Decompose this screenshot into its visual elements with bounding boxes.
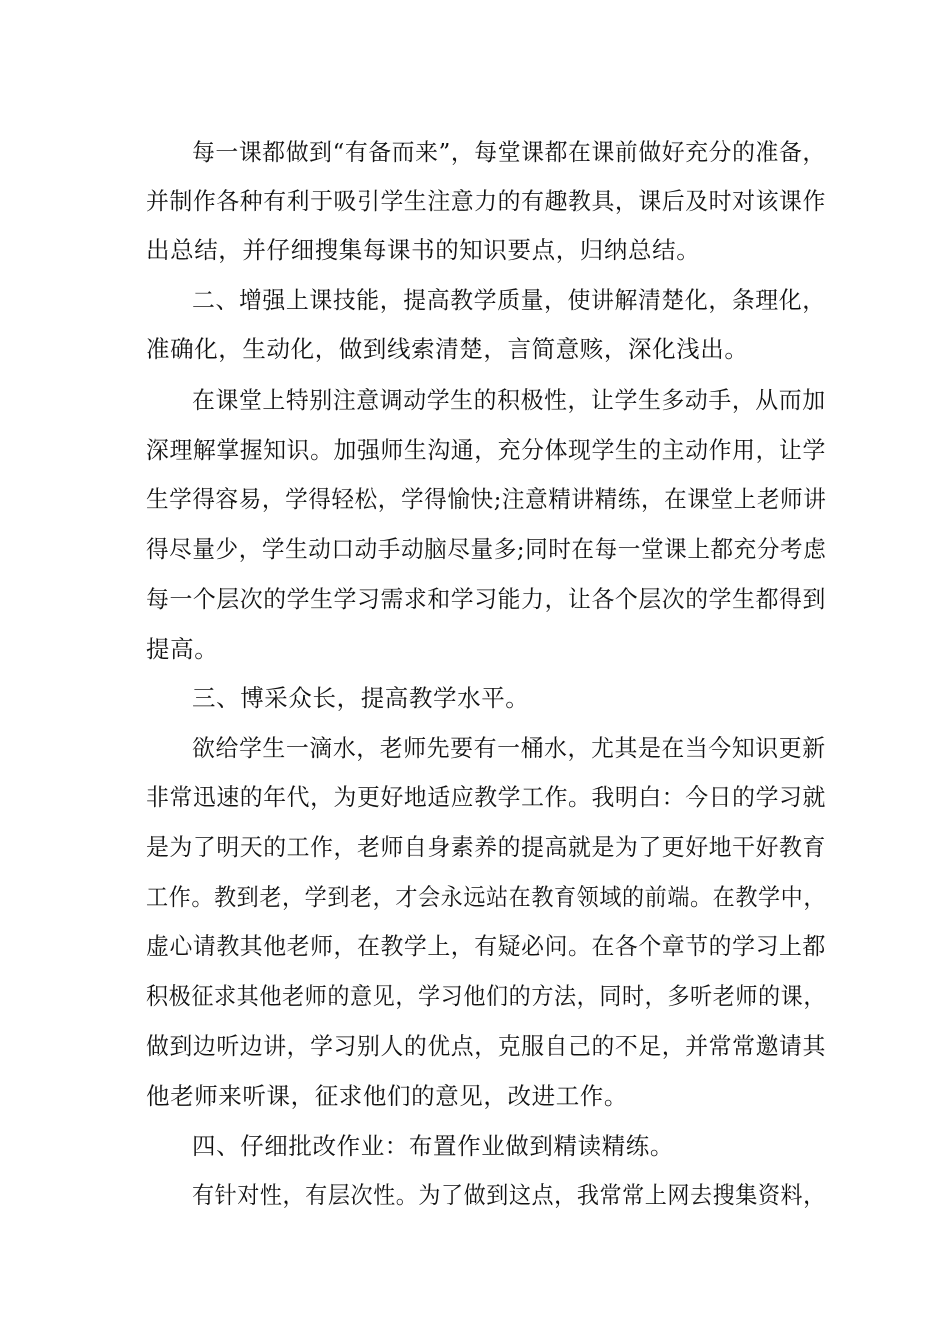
text-line: 并制作各种有利于吸引学生注意力的有趣教具，课后及时对该课作 bbox=[146, 187, 826, 215]
text-line: 深理解掌握知识。加强师生沟通，充分体现学生的主动作用，让学 bbox=[146, 436, 826, 464]
text-line: 三、博采众长，提高教学水平。 bbox=[192, 684, 530, 712]
text-line: 二、增强上课技能，提高教学质量，使讲解清楚化，条理化， bbox=[192, 286, 826, 314]
text-line: 出总结，并仔细搜集每课书的知识要点，归纳总结。 bbox=[146, 236, 701, 264]
text-line: 是为了明天的工作，老师自身素养的提高就是为了更好地干好教育 bbox=[146, 833, 826, 861]
text-line: 准确化，生动化，做到线索清楚，言简意赅，深化浅出。 bbox=[146, 335, 749, 363]
text-line: 他老师来听课，征求他们的意见，改进工作。 bbox=[146, 1082, 628, 1110]
text-line: 在课堂上特别注意调动学生的积极性，让学生多动手，从而加 bbox=[192, 386, 826, 414]
text-line: 提高。 bbox=[146, 635, 219, 663]
text-line: 有针对性，有层次性。为了做到这点，我常常上网去搜集资料， bbox=[192, 1181, 826, 1209]
text-line: 四、仔细批改作业：布置作业做到精读精练。 bbox=[192, 1132, 674, 1160]
text-line: 得尽量少，学生动口动手动脑尽量多;同时在每一堂课上都充分考虑 bbox=[146, 535, 827, 563]
text-line: 每一个层次的学生学习需求和学习能力，让各个层次的学生都得到 bbox=[146, 585, 826, 613]
text-line: 每一课都做到“有备而来”，每堂课都在课前做好充分的准备， bbox=[192, 138, 826, 166]
text-line: 工作。教到老，学到老，才会永远站在教育领域的前端。在教学中， bbox=[146, 883, 826, 911]
text-line: 做到边听边讲，学习别人的优点，克服自己的不足，并常常邀请其 bbox=[146, 1032, 826, 1060]
text-line: 欲给学生一滴水，老师先要有一桶水，尤其是在当今知识更新 bbox=[192, 734, 826, 762]
text-line: 生学得容易，学得轻松，学得愉快;注意精讲精练，在课堂上老师讲 bbox=[146, 485, 827, 513]
text-line: 非常迅速的年代，为更好地适应教学工作。我明白：今日的学习就 bbox=[146, 783, 826, 811]
text-line: 虚心请教其他老师，在教学上，有疑必问。在各个章节的学习上都 bbox=[146, 932, 826, 960]
text-line: 积极征求其他老师的意见，学习他们的方法，同时，多听老师的课， bbox=[146, 982, 826, 1010]
